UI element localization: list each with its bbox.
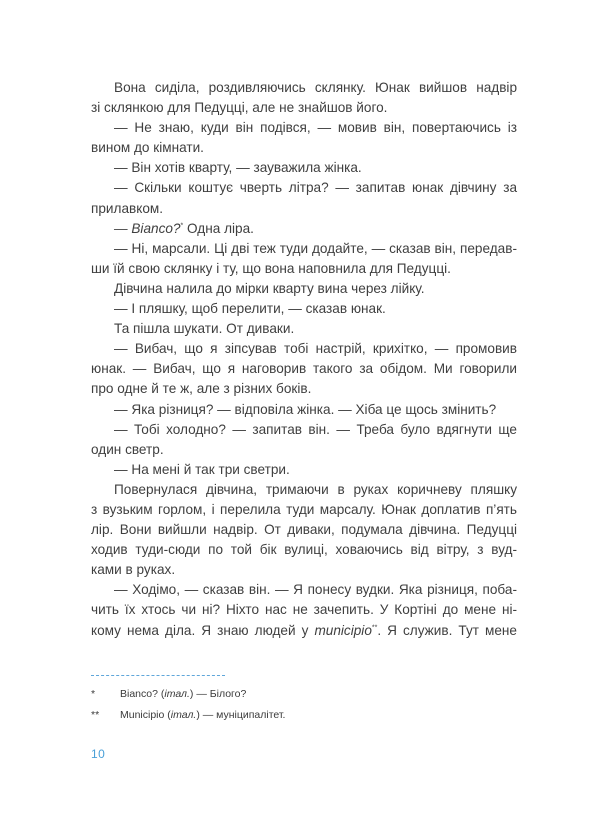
footnote-mark: ** [91, 709, 100, 721]
text-line: Дівчина налила до мірки кварту вина через лійку. [114, 280, 425, 296]
text-line: зі склянкою для Педуцці, але не знайшов його. [91, 100, 388, 116]
paragraph [91, 460, 517, 480]
footnote-term: Municipio [120, 709, 165, 721]
paragraph [91, 299, 517, 319]
paragraph [91, 219, 517, 239]
paragraph [91, 480, 517, 580]
text-line: ходив туди-сюди по той бік вулиці, ховаючись від вітру, з вуд- [91, 542, 517, 558]
italic-term: municipio [314, 622, 372, 638]
footnote-marker: ** [371, 624, 378, 631]
paragraph [91, 78, 517, 118]
text-line: — І пляшку, щоб перелити, — сказав юнак. [114, 301, 386, 317]
footnote [91, 684, 517, 705]
text-line: — Яка різниця? — відповіла жінка. — Хіба це щось змінить? [114, 401, 497, 417]
paragraph [91, 178, 517, 218]
footnote-gloss: — Білого? [196, 688, 247, 700]
footnote-marker: * [180, 222, 184, 230]
text-line [91, 621, 517, 641]
text-line: лір. Вони вийшли надвір. От диваки, подумала дівчина. Педуцці [91, 522, 517, 538]
text-line: ши їй свою склянку і ту, що вона наповнила для Педуцці. [91, 260, 451, 276]
text-line: ками в руках. [91, 562, 176, 578]
text-line: — Не знаю, куди він подівся, — мовив він, повертаючись із [114, 120, 517, 136]
text-line: — Вибач, що я зіпсував тобі настрій, крихітко, — промовив [114, 341, 517, 357]
footnote-text: Bianco? (італ.) — Білого? [120, 688, 247, 700]
paragraph [91, 118, 517, 158]
paragraph [91, 400, 517, 420]
text-line: про одне й те ж, але з різних боків. [91, 381, 312, 397]
text-line: Вона сиділа, роздивляючись склянку. Юнак вийшов надвір [114, 80, 517, 95]
text-fragment: Одна ліра. [187, 220, 254, 236]
text-line: — Скільки коштує чверть літра? — запитав юнак дівчину за [114, 180, 517, 196]
text-line [91, 219, 517, 239]
text-line: вином до кімнати. [91, 140, 204, 156]
text-line: один светр. [91, 441, 164, 457]
footnote-gloss: — муніципалітет. [202, 709, 286, 721]
footnote [91, 705, 517, 726]
main-text [91, 78, 517, 641]
paragraph [91, 580, 517, 640]
footnote-term: Bianco? [120, 688, 158, 700]
paragraph [91, 239, 517, 279]
footnote-text: Municipio (італ.) — муніципалітет. [120, 709, 286, 721]
text-line: — Він хотів кварту, — зауважила жінка. [114, 160, 362, 176]
text-line: Повернулася дівчина, тримаючи в руках коричневу пляшку [114, 481, 517, 497]
text-line: Та пішла шукати. От диваки. [114, 321, 295, 337]
text-line: — Тобі холодно? — запитав він. — Треба було вдягнути ще [114, 421, 517, 437]
footnote-lang: італ. [164, 688, 190, 700]
footnotes [91, 684, 517, 726]
text-line: з вузьким горлом, і перелила туди марсалу. Юнак доплатив п’ять [91, 501, 517, 517]
text-line: — Ні, марсали. Ці дві теж туди додайте, — сказав він, передав- [114, 240, 517, 256]
italic-term: — Bianco? [114, 220, 181, 236]
paragraph [91, 319, 517, 339]
text-line: юнак. — Вибач, що я наговорив такого за обідом. Ми говорили [91, 361, 517, 377]
text-line: прилавком. [91, 200, 164, 216]
text-fragment: кому нема діла. Я знаю людей у [91, 622, 315, 638]
text-line: чить їх хтось чи ні? Ніхто нас не зачепить. У Кортіні до мене ні- [91, 602, 517, 618]
paragraph [91, 158, 517, 178]
footnote-divider [91, 675, 225, 676]
paragraph [91, 420, 517, 460]
paragraph [91, 279, 517, 299]
footnote-mark: * [91, 688, 96, 700]
text-line: — На мені й так три светри. [114, 461, 290, 477]
paragraph [91, 339, 517, 399]
text-line: — Ходімо, — сказав він. — Я понесу вудки. Яка різниця, поба- [114, 582, 517, 598]
footnote-lang: італ. [170, 709, 197, 721]
page-number: 10 [91, 747, 106, 761]
text-fragment: . Я служив. Тут мене [377, 622, 517, 638]
